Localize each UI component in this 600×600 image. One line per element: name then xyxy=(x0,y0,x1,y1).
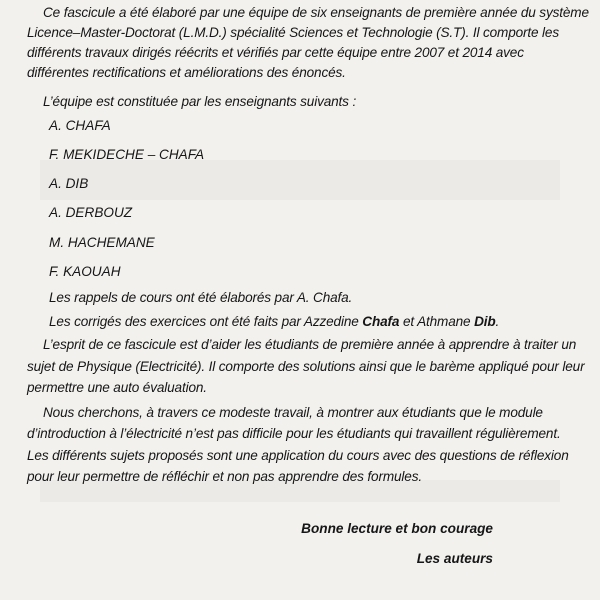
closing-wish: Bonne lecture et bon courage xyxy=(301,521,493,536)
author-name: Chafa xyxy=(362,314,400,329)
text-line: Les différents sujets proposés sont une application du cours avec des questions de réflexion xyxy=(27,448,569,463)
text-line: d’introduction à l’électricité n’est pas difficile pour les étudiants qui travaillent régulièrement. xyxy=(27,426,561,441)
credit-text: . xyxy=(495,314,500,329)
team-member: F. MEKIDECHE – CHAFA xyxy=(49,147,205,162)
recalls-credit: Les rappels de cours ont été élaborés par A. Chafa. xyxy=(49,290,353,305)
text-line: différentes rectifications et améliorations des énoncés. xyxy=(27,65,346,80)
team-heading: L’équipe est constituée par les enseignants suivants : xyxy=(43,94,357,109)
text-line: Nous cherchons, à travers ce modeste travail, à montrer aux étudiants que le module xyxy=(43,405,543,420)
text-line: différents travaux dirigés réécrits et vérifiés par cette équipe entre 2007 et 2014 avec xyxy=(27,45,524,60)
credit-text: et Athmane xyxy=(399,314,475,329)
author-name: Dib xyxy=(474,314,496,329)
credit-text: Les corrigés des exercices ont été faits par Azzedine xyxy=(49,314,363,329)
text-line: Licence–Master-Doctorat (L.M.D.) spécialité Sciences et Technologie (S.T). Il comporte les xyxy=(27,25,559,40)
corrections-credit xyxy=(49,313,499,331)
signature: Les auteurs xyxy=(416,551,493,566)
text-line: permettre une auto évaluation. xyxy=(27,380,207,395)
text-line: pour leur permettre de réfléchir et non pas apprendre des formules. xyxy=(27,469,422,484)
team-member: F. KAOUAH xyxy=(49,264,121,279)
team-member: A. DIB xyxy=(49,176,89,191)
team-member: A. CHAFA xyxy=(49,118,111,133)
team-member: A. DERBOUZ xyxy=(49,205,133,220)
bleed-through xyxy=(40,160,560,200)
text-line: Ce fascicule a été élaboré par une équipe de six enseignants de première année du système xyxy=(43,5,589,20)
team-member: M. HACHEMANE xyxy=(49,235,155,250)
text-line: sujet de Physique (Electricité). Il comporte des solutions ainsi que le barème appliqué pour leur xyxy=(27,359,585,374)
text-line: L’esprit de ce fascicule est d’aider les étudiants de première année à apprendre à traiter un xyxy=(43,337,577,352)
